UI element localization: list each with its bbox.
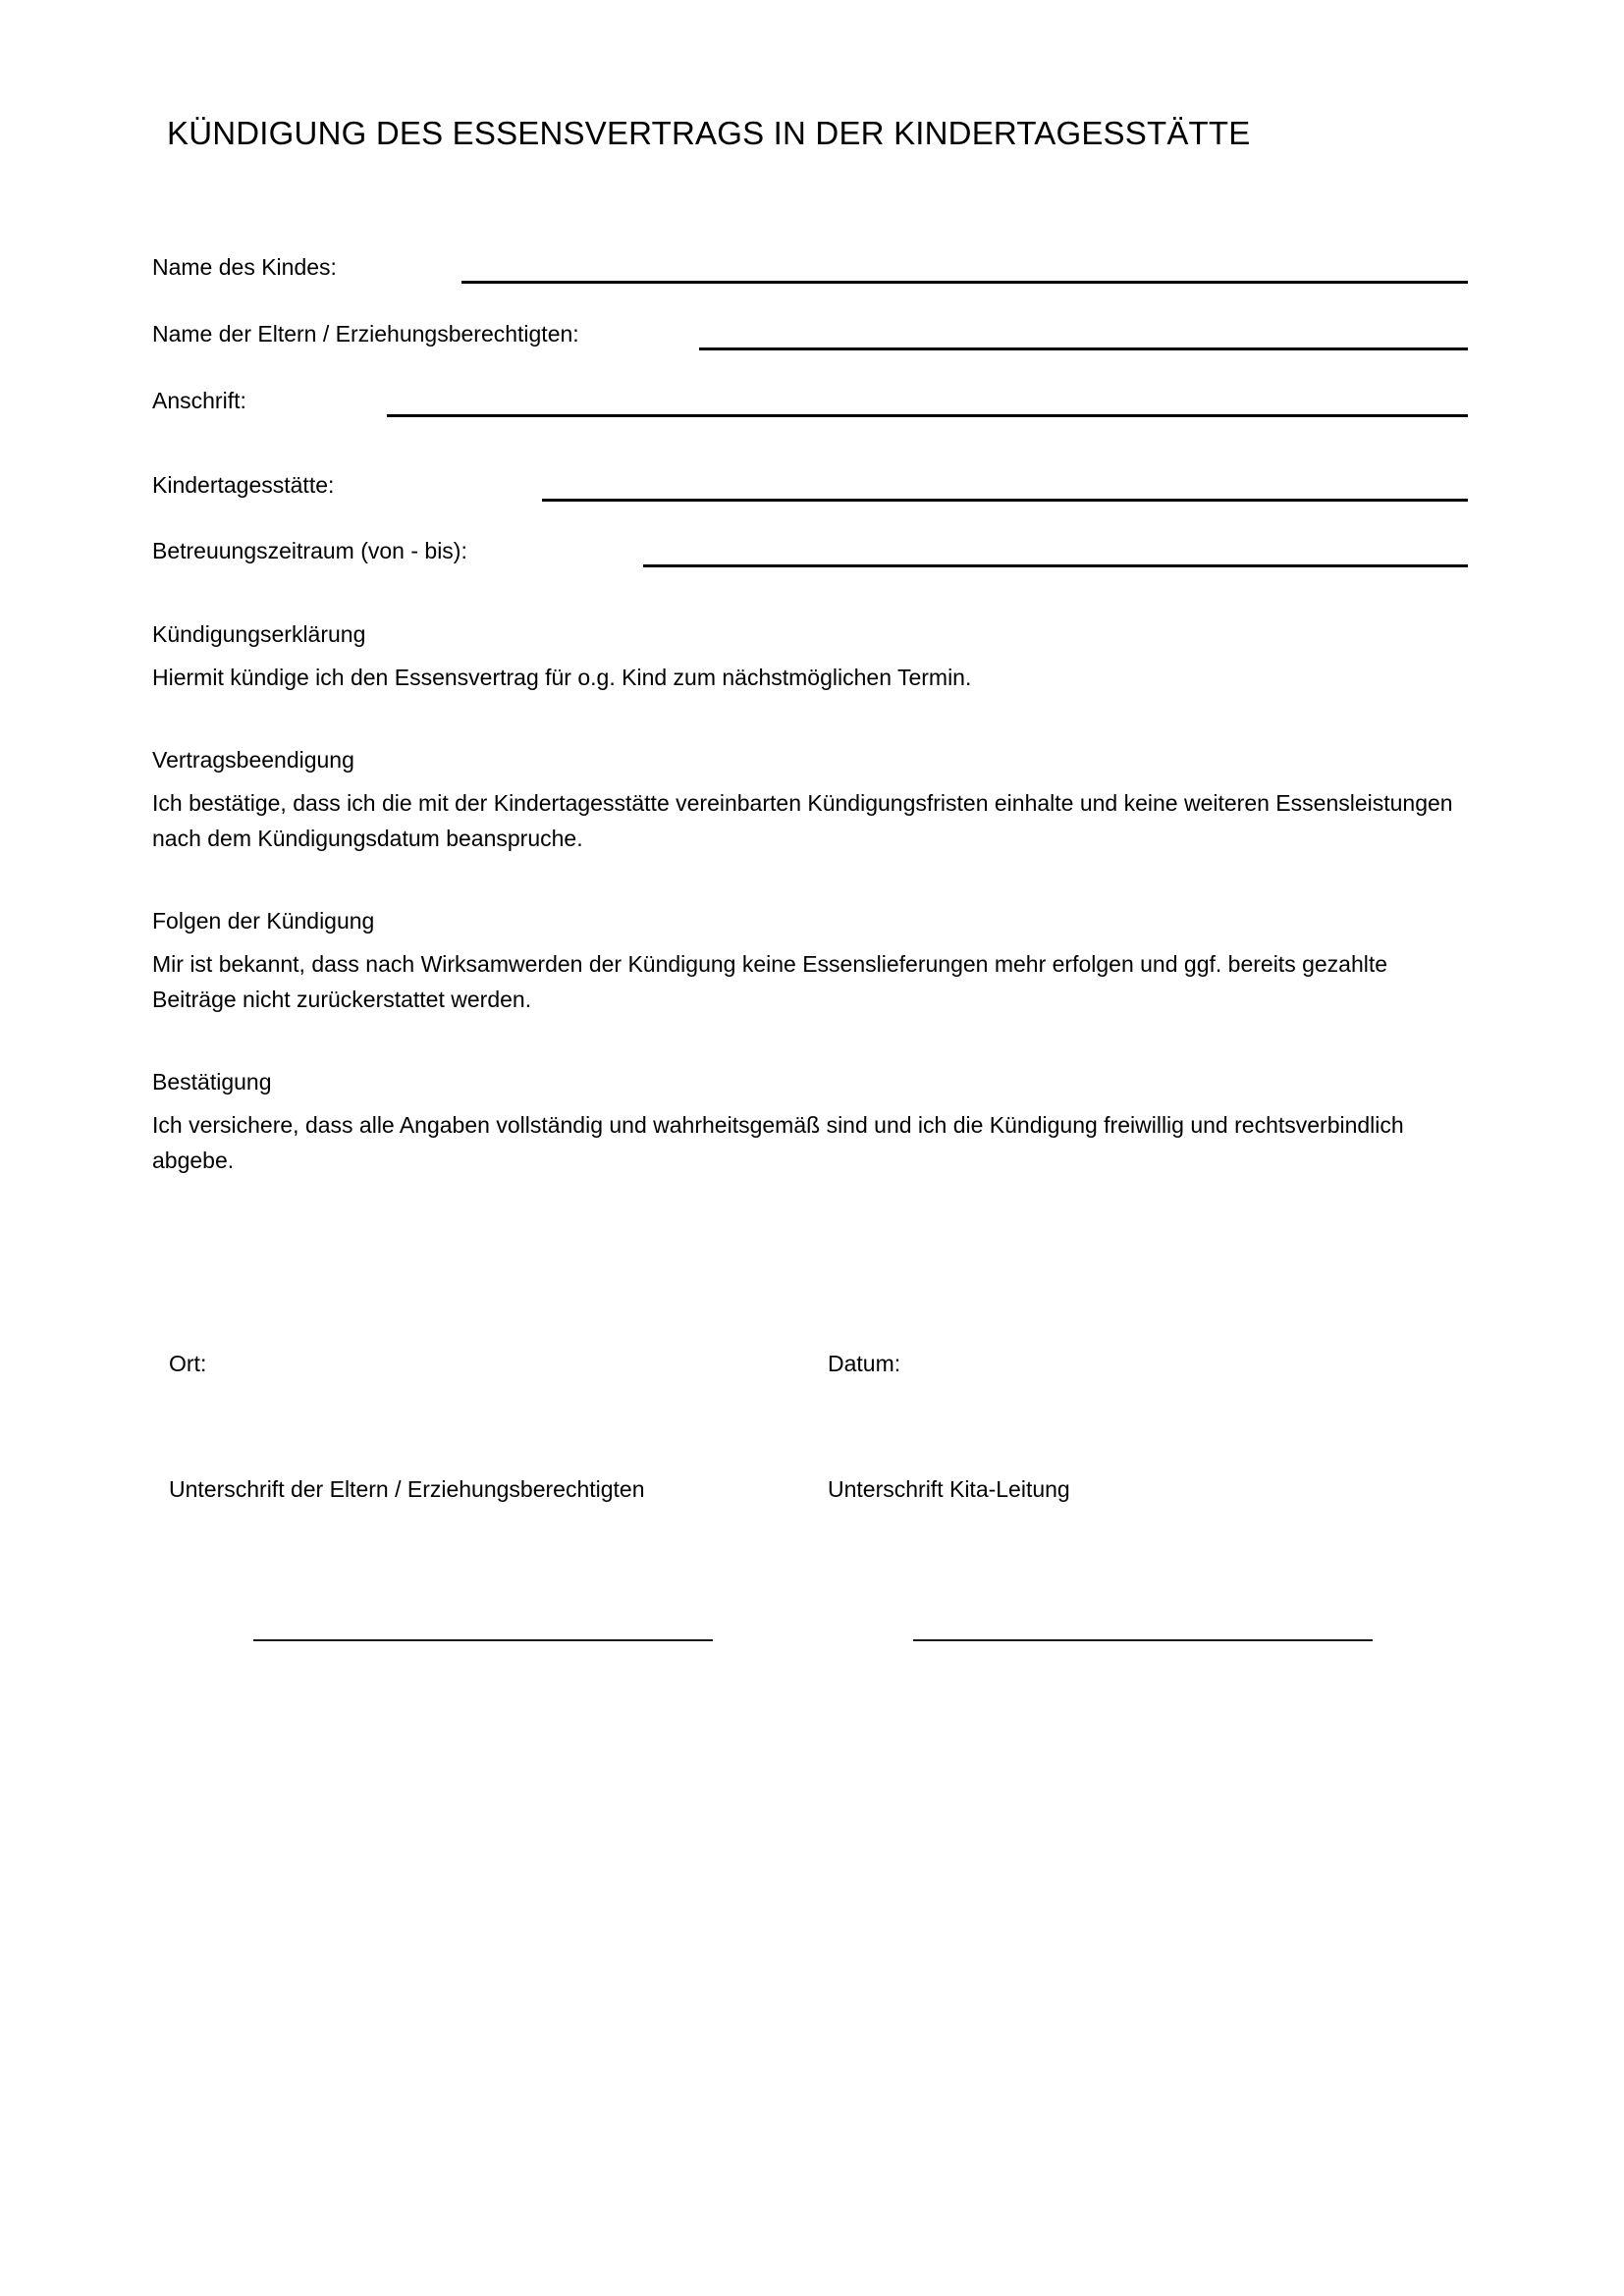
place-label: Ort:: [169, 1351, 207, 1376]
consequences-heading: Folgen der Kündigung: [152, 908, 375, 934]
contract-end-heading: Vertragsbeendigung: [152, 747, 354, 773]
consequences-body: Mir ist bekannt, dass nach Wirksamwerden der Kündigung keine Essenslieferungen mehr erfolgen und ggf. bereits gezahlte Beiträge nicht zurückerstattet werden.: [152, 951, 1388, 1012]
child-name-label: Name des Kindes:: [152, 254, 337, 280]
field-row-child-name: [152, 245, 337, 285]
kita-input-rule[interactable]: [542, 499, 1468, 502]
section-contract-end: [152, 744, 1458, 856]
child-name-input-rule[interactable]: [461, 281, 1468, 284]
confirmation-heading: Bestätigung: [152, 1069, 272, 1095]
termination-declaration-body: Hiermit kündige ich den Essensvertrag für o.g. Kind zum nächstmöglichen Termin.: [152, 665, 972, 690]
section-confirmation: [152, 1066, 1458, 1178]
parents-signature-label: Unterschrift der Eltern / Erziehungsberechtigten: [169, 1476, 645, 1502]
page-title: KÜNDIGUNG DES ESSENSVERTRAGS IN DER KINDERTAGESSTÄTTE: [167, 115, 1251, 151]
care-period-label: Betreuungszeitraum (von - bis):: [152, 538, 467, 563]
parents-name-input-rule[interactable]: [699, 347, 1468, 350]
address-label: Anschrift:: [152, 388, 246, 413]
kita-signature-line[interactable]: [913, 1639, 1373, 1641]
termination-declaration-heading: Kündigungserklärung: [152, 621, 366, 647]
kita-label: Kindertagesstätte:: [152, 472, 335, 498]
care-period-input-rule[interactable]: [643, 564, 1468, 567]
contract-end-body: Ich bestätige, dass ich die mit der Kindertagesstätte vereinbarten Kündigungsfristen einhalte und keine weiteren Essensleistungen nach dem Kündigungsdatum beanspruche.: [152, 790, 1453, 851]
date-label: Datum:: [828, 1351, 901, 1376]
confirmation-body: Ich versichere, dass alle Angaben vollständig und wahrheitsgemäß sind und ich die Kündigung freiwillig und rechtsverbindlich abgebe.: [152, 1112, 1404, 1173]
address-input-rule[interactable]: [387, 414, 1468, 417]
section-consequences: [152, 905, 1458, 1017]
section-termination-declaration: [152, 618, 1458, 695]
parents-name-label: Name der Eltern / Erziehungsberechtigten:: [152, 321, 579, 347]
parents-signature-line[interactable]: [253, 1639, 713, 1641]
field-row-address: [152, 379, 246, 418]
kita-signature-label: Unterschrift Kita-Leitung: [828, 1476, 1070, 1502]
field-row-kita: [152, 463, 334, 503]
field-row-parents-name: [152, 312, 579, 351]
field-row-care-period: [152, 529, 467, 568]
